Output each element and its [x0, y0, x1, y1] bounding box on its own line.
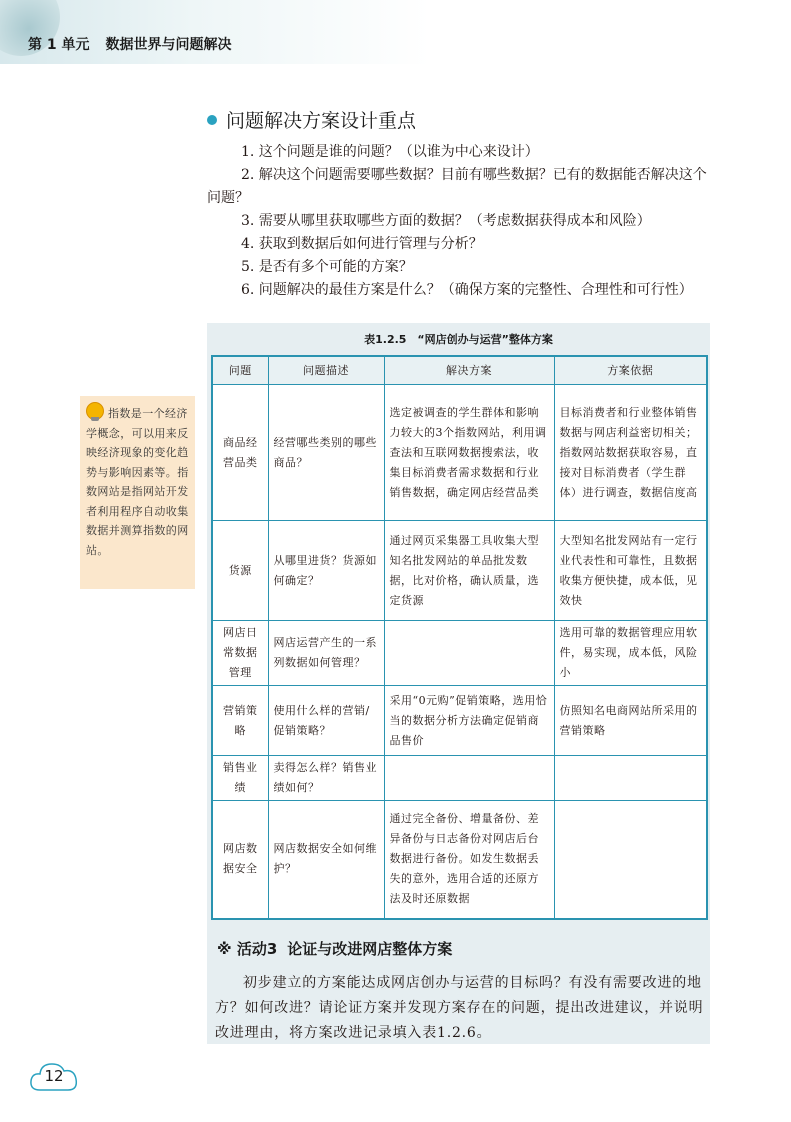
description-cell: 网店数据安全如何维护？	[268, 801, 384, 919]
solution-cell	[384, 621, 554, 686]
basis-cell: 仿照知名电商网站所采用的营销策略	[554, 686, 707, 756]
basis-cell	[554, 801, 707, 919]
column-header: 问题描述	[268, 356, 384, 385]
table-row	[212, 686, 707, 756]
basis-cell: 选用可靠的数据管理应用软件，易实现，成本低，风险小	[554, 621, 707, 686]
description-cell: 卖得怎么样？销售业绩如何？	[268, 756, 384, 801]
table-row	[212, 621, 707, 686]
description-cell: 经营哪些类别的哪些商品？	[268, 385, 384, 521]
question-item: 6. 问题解决的最佳方案是什么？（确保方案的完整性、合理性和可行性）	[241, 282, 693, 298]
solution-cell: 选定被调查的学生群体和影响力较大的3个指数网站，利用调查法和互联网数据搜索法，收集目标消费者需求数据和行业销售数据，确定网店经营品类	[384, 385, 554, 521]
table-row	[212, 756, 707, 801]
plan-table	[211, 355, 708, 920]
problem-cell: 商品经营品类	[212, 385, 268, 521]
activity-title-text: 论证与改进网店整体方案	[287, 940, 453, 958]
activity-panel	[207, 930, 710, 1044]
solution-cell: 采用“0元购”促销策略，选用恰当的数据分析方法确定促销商品售价	[384, 686, 554, 756]
problem-cell: 网店日常数据管理	[212, 621, 268, 686]
question-item: 4. 获取到数据后如何进行管理与分析？	[241, 236, 483, 252]
table-row	[212, 385, 707, 521]
problem-cell: 货源	[212, 521, 268, 621]
header-title	[28, 34, 232, 54]
description-cell: 使用什么样的营销/促销策略？	[268, 686, 384, 756]
activity-title	[217, 938, 452, 959]
table-row	[212, 521, 707, 621]
table-header-row	[212, 356, 707, 385]
question-item: 3. 需要从哪里获取哪些方面的数据？（考虑数据获得成本和风险）	[241, 213, 651, 229]
solution-cell: 通过完全备份、增量备份、差异备份与日志备份对网店后台数据进行备份。如发生数据丢失的意外，选用合适的还原方法及时还原数据	[384, 801, 554, 919]
column-header: 问题	[212, 356, 268, 385]
question-item: 5. 是否有多个可能的方案？	[241, 259, 413, 275]
section-heading-text: 问题解决方案设计重点	[226, 110, 417, 132]
header-bar	[0, 0, 430, 64]
reference-mark: ※	[217, 940, 232, 958]
basis-cell: 目标消费者和行业整体销售数据与网店利益密切相关；指数网站数据获取容易，直接对目标消费者（学生群体）进行调查，数据信度高	[554, 385, 707, 521]
description-cell: 网店运营产生的一系列数据如何管理？	[268, 621, 384, 686]
unit-label: 第 1 单元	[28, 37, 90, 53]
page-number-text: 12	[44, 1067, 64, 1085]
sidebar-note	[80, 396, 195, 589]
solution-cell	[384, 756, 554, 801]
problem-cell: 网店数据安全	[212, 801, 268, 919]
problem-cell: 营销策略	[212, 686, 268, 756]
table-row	[212, 801, 707, 919]
activity-body: 初步建立的方案能达成网店创办与运营的目标吗？有没有需要改进的地方？如何改进？请论证方案并发现方案存在的问题，提出改进建议，并说明改进理由，将方案改进记录填入表1.2.6。	[215, 975, 704, 1041]
basis-cell: 大型知名批发网站有一定行业代表性和可靠性，且数据收集方便快捷，成本低，见效快	[554, 521, 707, 621]
lightbulb-icon	[86, 402, 104, 420]
chapter-title: 数据世界与问题解决	[105, 37, 232, 53]
problem-cell: 销售业绩	[212, 756, 268, 801]
solution-cell: 通过网页采集器工具收集大型知名批发网站的单品批发数据，比对价格，确认质量，选定货源	[384, 521, 554, 621]
question-item: 1. 这个问题是谁的问题？（以谁为中心来设计）	[241, 144, 539, 160]
question-item: 2. 解决这个问题需要哪些数据？目前有哪些数据？已有的数据能否解决这个问题？	[207, 167, 707, 206]
column-header: 方案依据	[554, 356, 707, 385]
bullet-icon	[207, 115, 217, 125]
column-header: 解决方案	[384, 356, 554, 385]
activity-label: 活动3	[236, 940, 278, 958]
description-cell: 从哪里进货？货源如何确定？	[268, 521, 384, 621]
question-list	[207, 141, 710, 302]
basis-cell	[554, 756, 707, 801]
page-number	[28, 1058, 80, 1094]
table-caption: 表1.2.5 “网店创办与运营”整体方案	[364, 333, 553, 346]
section-heading	[207, 106, 416, 133]
table-panel	[207, 323, 710, 939]
sidebar-note-text: 指数是一个经济学概念，可以用来反映经济现象的变化趋势与影响因素等。指数网站是指网站开发者利用程序自动收集数据并测算指数的网站。	[86, 407, 189, 557]
